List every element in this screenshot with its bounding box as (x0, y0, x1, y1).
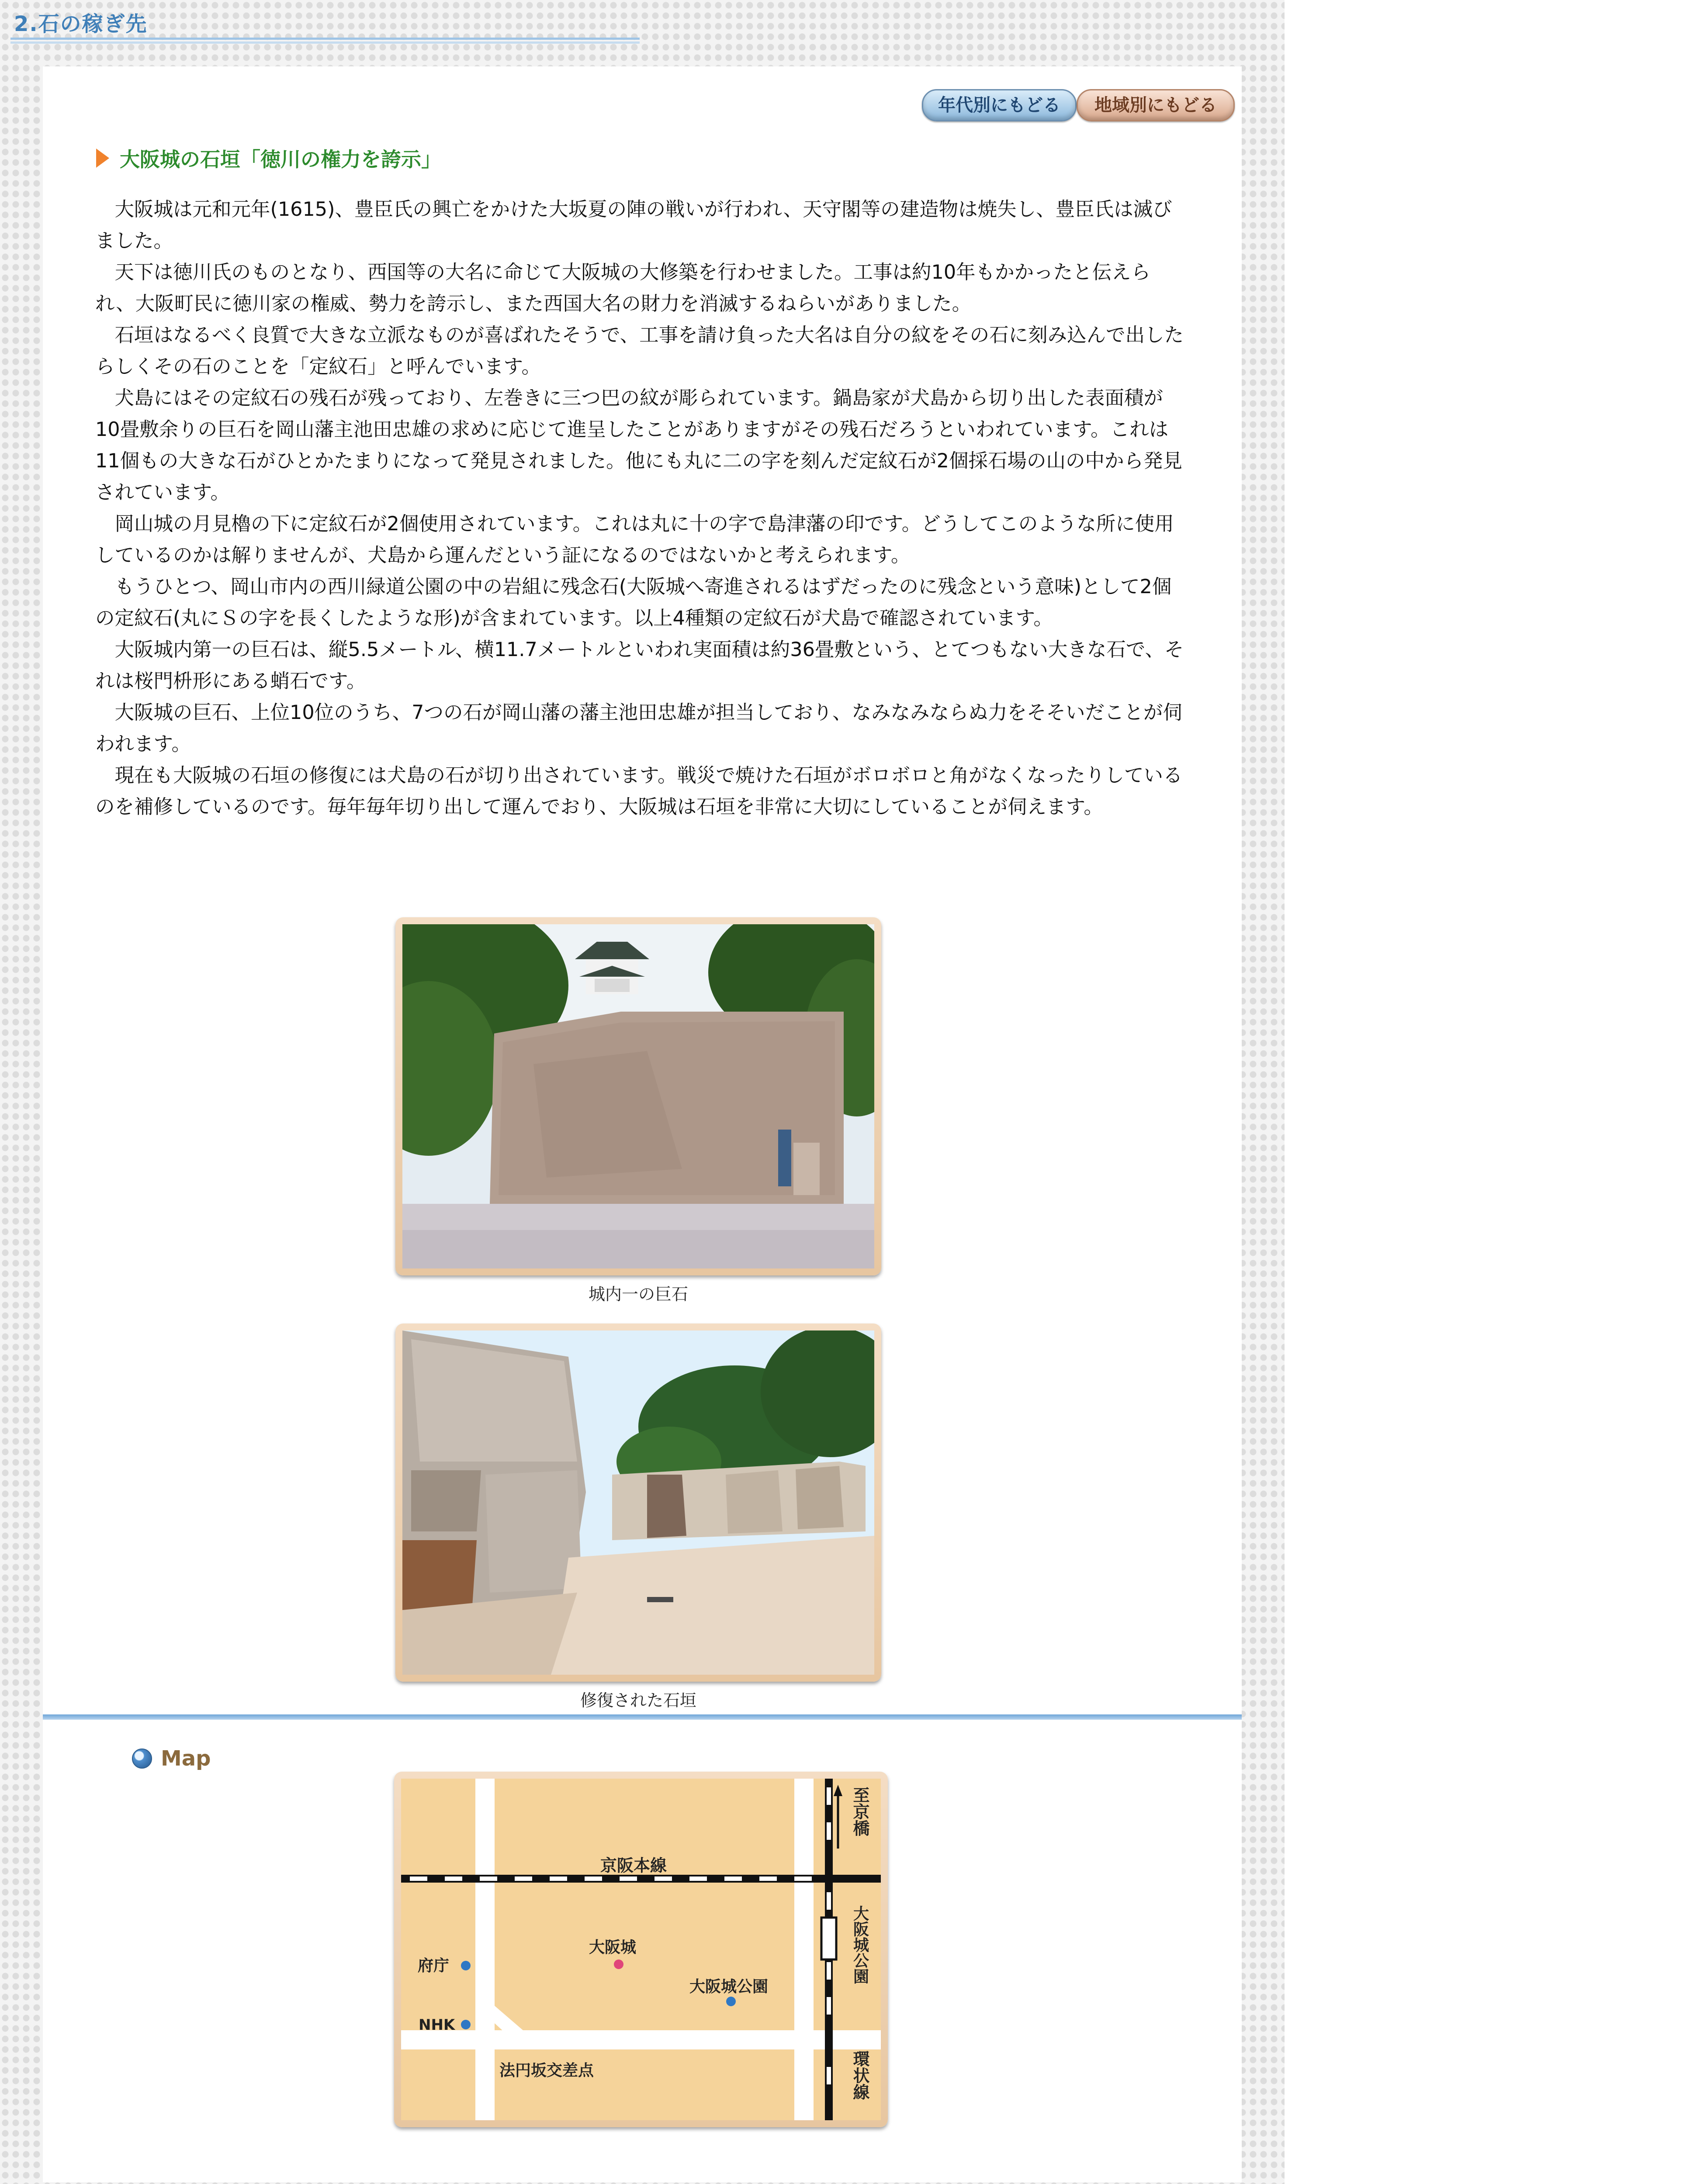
page-title: 2.石の稼ぎ先 (14, 12, 148, 36)
photo-caption: 修復された石垣 (580, 1691, 696, 1710)
paragraph: 岡山城の月見櫓の下に定紋石が2個使用されています。これは丸に十の字で島津藩の印です。どうしてこのような所に使用しているのかは解りませんが、犬島から運んだという証になるのではないかと考えられます。 (95, 513, 1174, 567)
paragraph: 現在も大阪城の石垣の修復には犬島の石が切り出されています。戦災で焼けた石垣がボロボロと角がなくなったりしているのを補修しているのです。毎年毎年切り出して運んでおり、大阪城は石垣を非常に大切にしていることが伺えます。 (95, 764, 1183, 818)
back-by-era-button[interactable]: 年代別にもどる (922, 89, 1077, 121)
park-marker (726, 1997, 736, 2006)
giant-stone-image (402, 924, 874, 1268)
nhk-marker (461, 2020, 471, 2029)
globe-icon (132, 1749, 152, 1769)
repaired-wall-photo (395, 1324, 881, 1682)
map-label-station: 大阪城公園 (851, 1905, 869, 1984)
castle-marker (614, 1959, 623, 1969)
paragraph: 大阪城の巨石、上位10位のうち、7つの石が岡山藩の藩主池田忠雄が担当しており、なみなみならぬ力をそそいだことが伺われます。 (95, 702, 1182, 755)
map-label-fucho: 府庁 (418, 1957, 450, 1975)
arrow-bullet-icon (96, 149, 109, 168)
access-map (394, 1772, 888, 2127)
map-label-park: 大阪城公園 (689, 1978, 769, 1996)
map-label-kyobashi: 至京橋 (850, 1787, 869, 1836)
giant-stone-photo (395, 917, 881, 1275)
repaired-wall-image (402, 1330, 874, 1675)
article-body (95, 194, 1188, 823)
map-title: Map (161, 1746, 211, 1771)
paragraph: 犬島にはその定紋石の残石が残っており、左巻きに三つ巴の紋が彫られています。鍋島家が犬島から切り出した表面積が10畳敷余りの巨石を岡山藩主池田忠雄の求めに応じて進呈したことがありますがその残石だろうといわれています。これは11個もの大きな石がひとかたまりになって発見されました。他にも丸に二の字を刻んだ定紋石が2個採石場の山の中から発見されています。 (95, 387, 1182, 504)
back-by-region-button[interactable]: 地域別にもどる (1077, 89, 1235, 121)
map-heading (132, 1745, 211, 1772)
map-label-loop: 環状線 (850, 2050, 869, 2100)
map-image (401, 1779, 881, 2120)
map-label-keihan: 京阪本線 (600, 1856, 667, 1875)
section-heading (96, 144, 441, 172)
paragraph: 石垣はなるべく良質で大きな立派なものが喜ばれたそうで、工事を請け負った大名は自分の紋をその石に刻み込んで出したらしくその石のことを「定紋石」と呼んでいます。 (95, 324, 1184, 378)
paragraph: 天下は徳川氏のものとなり、西国等の大名に命じて大阪城の大修築を行わせました。工事は約10年もかかったと伝えられ、大阪町民に徳川家の権威、勢力を誇示し、また西国大名の財力を消滅するねらいがありました。 (95, 261, 1151, 315)
paragraph: 大阪城内第一の巨石は、縦5.5メートル、横11.7メートルといわれ実面積は約36畳敷という、とてつもない大きな石で、それは桜門枡形にある蛸石です。 (95, 639, 1184, 692)
fucho-marker (461, 1961, 471, 1970)
map-label-horenzaka: 法円坂交差点 (499, 2062, 594, 2080)
title-underline (10, 38, 640, 45)
paragraph: 大阪城は元和元年(1615)、豊臣氏の興亡をかけた大坂夏の陣の戦いが行われ、天守閣等の建造物は焼失し、豊臣氏は滅びました。 (95, 198, 1172, 252)
paragraph: もうひとつ、岡山市内の西川緑道公園の中の岩組に残念石(大阪城へ寄進されるはずだったのに残念という意味)として2個の定紋石(丸にＳの字を長くしたような形)が含まれています。以上4種類の定紋石が犬島で確認されています。 (95, 576, 1172, 629)
section-title: 大阪城の石垣「徳川の権力を誇示」 (120, 148, 441, 171)
map-label-castle: 大阪城 (589, 1939, 637, 1956)
photo-caption: 城内一の巨石 (588, 1285, 688, 1304)
map-label-nhk: NHK (419, 2016, 455, 2034)
section-divider (43, 1714, 1242, 1720)
